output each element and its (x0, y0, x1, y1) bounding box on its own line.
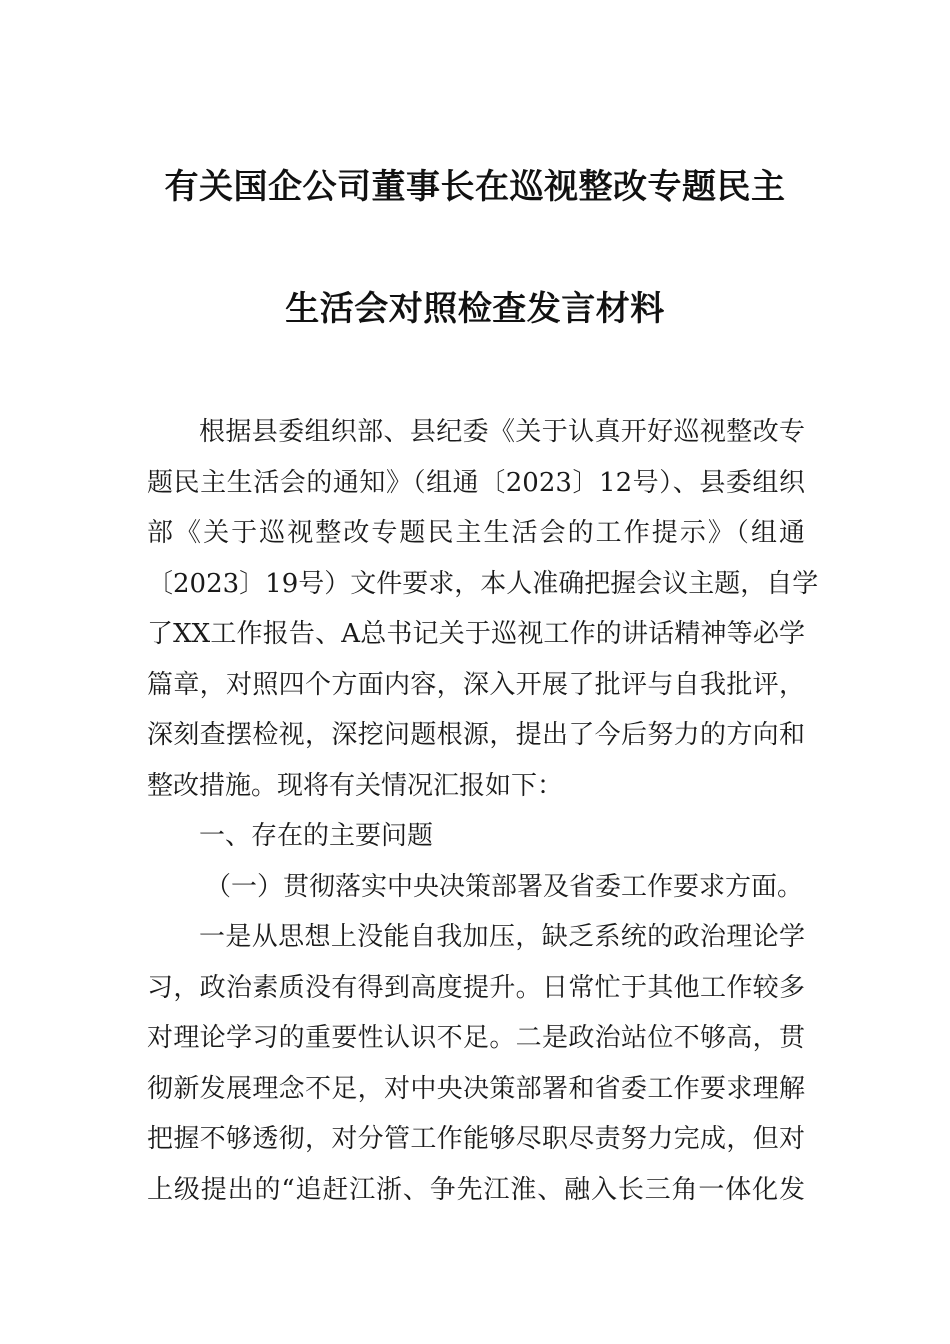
body-line: 篇章，对照四个方面内容，深入开展了批评与自我批评， (147, 669, 805, 700)
body-line: 了XX工作报告、A总书记关于巡视工作的讲话精神等必学 (147, 619, 805, 649)
body-line: 一是从思想上没能自我加压，缺乏系统的政治理论学 (199, 922, 805, 952)
body-line: 〔2023〕19号）文件要求，本人准确把握会议主题，自学 (147, 568, 819, 599)
body-line: 上级提出的“追赶江浙、争先江淮、融入长三角一体化发 (147, 1174, 805, 1205)
document-body (147, 407, 819, 1215)
body-line: 对理论学习的重要性认识不足。二是政治站位不够高，贯 (147, 1023, 805, 1053)
body-line: 整改措施。现将有关情况汇报如下： (147, 770, 564, 801)
body-line: 深刻查摆检视，深挖问题根源，提出了今后努力的方向和 (147, 720, 805, 750)
body-line: 题民主生活会的通知》（组通〔2023〕12号）、县委组织 (147, 467, 805, 498)
document-title-line-2: 生活会对照检查发言材料 (285, 289, 665, 329)
body-line: 把握不够透彻，对分管工作能够尽职尽责努力完成，但对 (147, 1124, 805, 1154)
subsection-heading: （一）贯彻落实中央决策部署及省委工作要求方面。 (205, 871, 804, 902)
body-line: 部《关于巡视整改专题民主生活会的工作提示》（组通 (147, 518, 805, 548)
body-line: 彻新发展理念不足，对中央决策部署和省委工作要求理解 (147, 1073, 805, 1104)
body-line: 根据县委组织部、县纪委《关于认真开好巡视整改专 (199, 417, 805, 447)
section-heading: 一、存在的主要问题 (199, 821, 434, 851)
body-line: 习，政治素质没有得到高度提升。日常忙于其他工作较多 (147, 972, 805, 1003)
document-title-line-1: 有关国企公司董事长在巡视整改专题民主 (164, 167, 786, 207)
